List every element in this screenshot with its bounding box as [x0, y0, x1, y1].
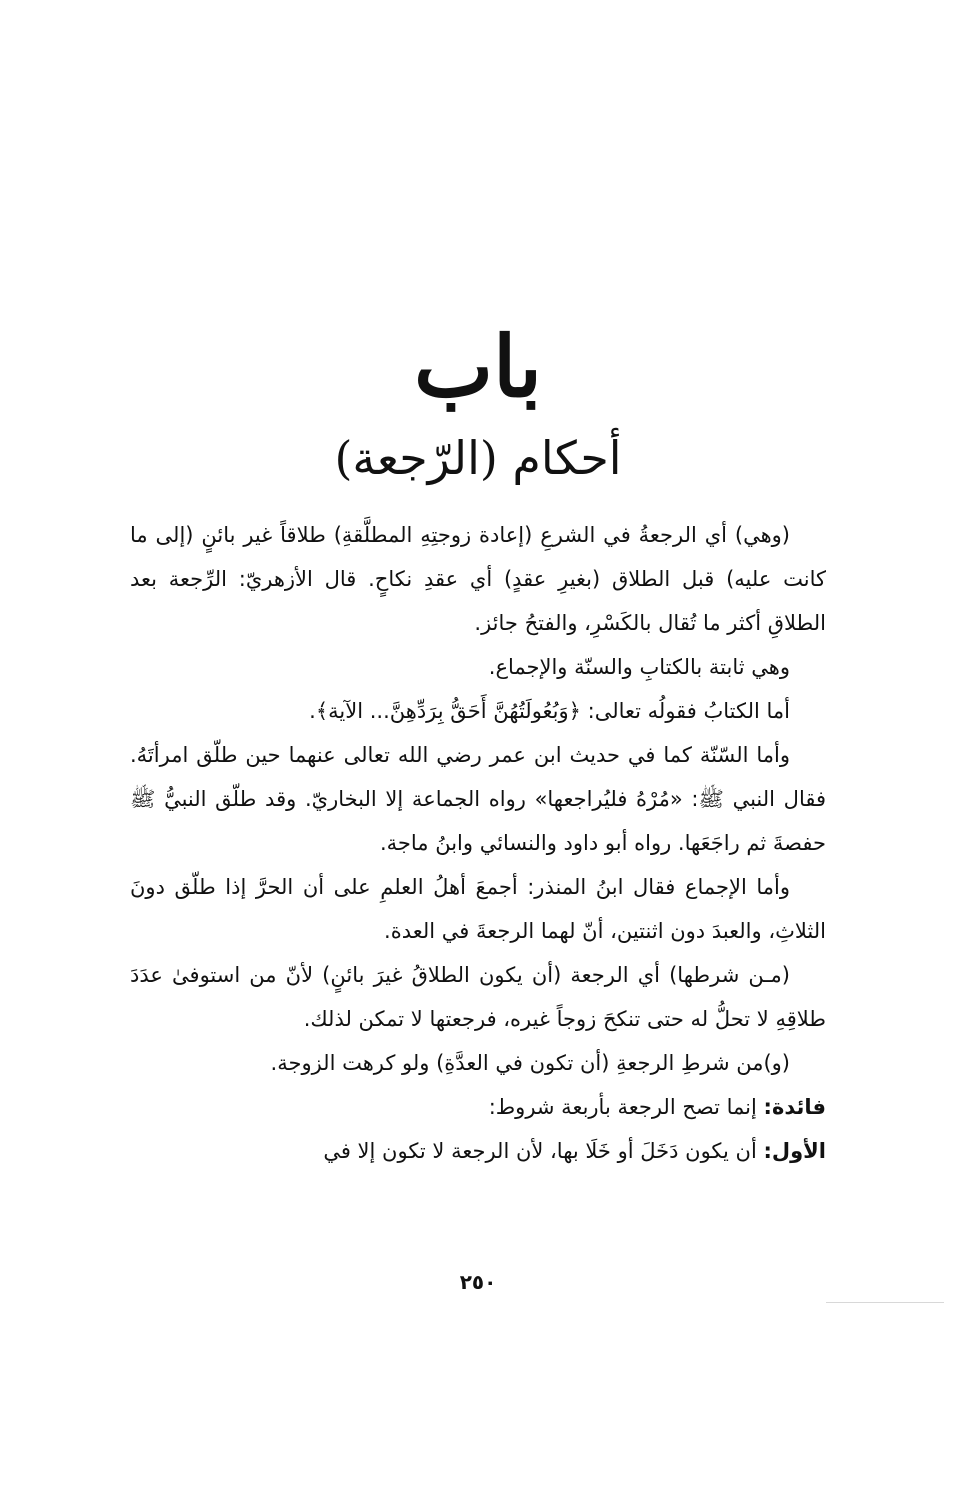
paragraph-text: (مـن شرطها) أي الرجعة (أن يكون الطلاقُ غيرَ بائنٍ) لأنّ من استوفىٰ عدَدَ طلاقِهِ لا تحلُّ له حتى تنكحَ زوجاً غيره، فرجعتها لا تمكن لذلك.: [130, 963, 826, 1031]
paragraph-text: وأما الإجماع فقال ابنُ المنذر: أجمعَ أهلُ العلمِ على أن الحرَّ إذا طلّق دونَ الثلاثِ، والعبدَ دون اثنتين، أنّ لهما الرجعةَ في العدة.: [130, 875, 826, 943]
paragraph-text: أما الكتابُ فقولُه تعالى: ﴿وَبُعُولَتُهُنَّ أَحَقُّ بِرَدِّهِنَّ... الآية﴾.: [309, 699, 790, 723]
page-number: ٢٥٠: [459, 1270, 497, 1294]
paragraph-quran: [130, 689, 826, 733]
chapter-title: أحكام (الرّجعة): [334, 431, 622, 485]
paragraph-text: (و)من شرطِ الرجعةِ (أن تكون في العدَّةِ) ولو كرهت الزوجة.: [270, 1051, 790, 1075]
paragraph-lead: الأول:: [763, 1139, 826, 1163]
paragraph-benefit: [130, 1085, 826, 1129]
chapter-heading: [0, 317, 956, 486]
paragraph-first-condition: [130, 1129, 826, 1173]
paragraph-text: وأما السّنّة كما في حديث ابن عمر رضي الله تعالى عنهما حين طلّق امرأتَهُ. فقال النبي ﷺ: «مُرْهُ فليُراجعها» رواه الجماعة إلا البخاريّ. وقد طلّق النبيُّ ﷺ حفصةَ ثم راجَعَها. رواه أبو داود والنسائي وابنُ ماجة.: [130, 743, 826, 855]
paragraph-text: إنما تصح الرجعة بأربعة شروط:: [488, 1095, 757, 1119]
scan-edge-line: [826, 1302, 944, 1303]
chapter-word: باب: [413, 317, 543, 416]
paragraph-condition-one: [130, 953, 826, 1041]
paragraph-sunnah: [130, 733, 826, 865]
paragraph-ijma: [130, 865, 826, 953]
paragraph-text: وهي ثابتة بالكتابِ والسنّة والإجماع.: [488, 655, 790, 679]
paragraph-condition-two: [130, 1041, 826, 1085]
body-text: [130, 513, 826, 1173]
paragraph-lead: فائدة:: [763, 1095, 826, 1119]
paragraph-text: أن يكون دَخَلَ أو خَلَا بها، لأن الرجعة لا تكون إلا في: [323, 1139, 757, 1163]
paragraph-text: (وهي) أي الرجعةُ في الشرعِ (إعادة زوجتِهِ المطلَّقةِ) طلاقاً غير بائنٍ (إلى ما كانت عليه) قبل الطلاق (بغيرِ عقدٍ) أي عقدِ نكاحٍ. قال الأزهريّ: الرِّجعة بعد الطلاقِ أكثر ما تُقال بالكَسْرِ، والفتحُ جائز.: [130, 523, 826, 635]
paragraph-sources: [130, 645, 826, 689]
paragraph-definition: [130, 513, 826, 645]
